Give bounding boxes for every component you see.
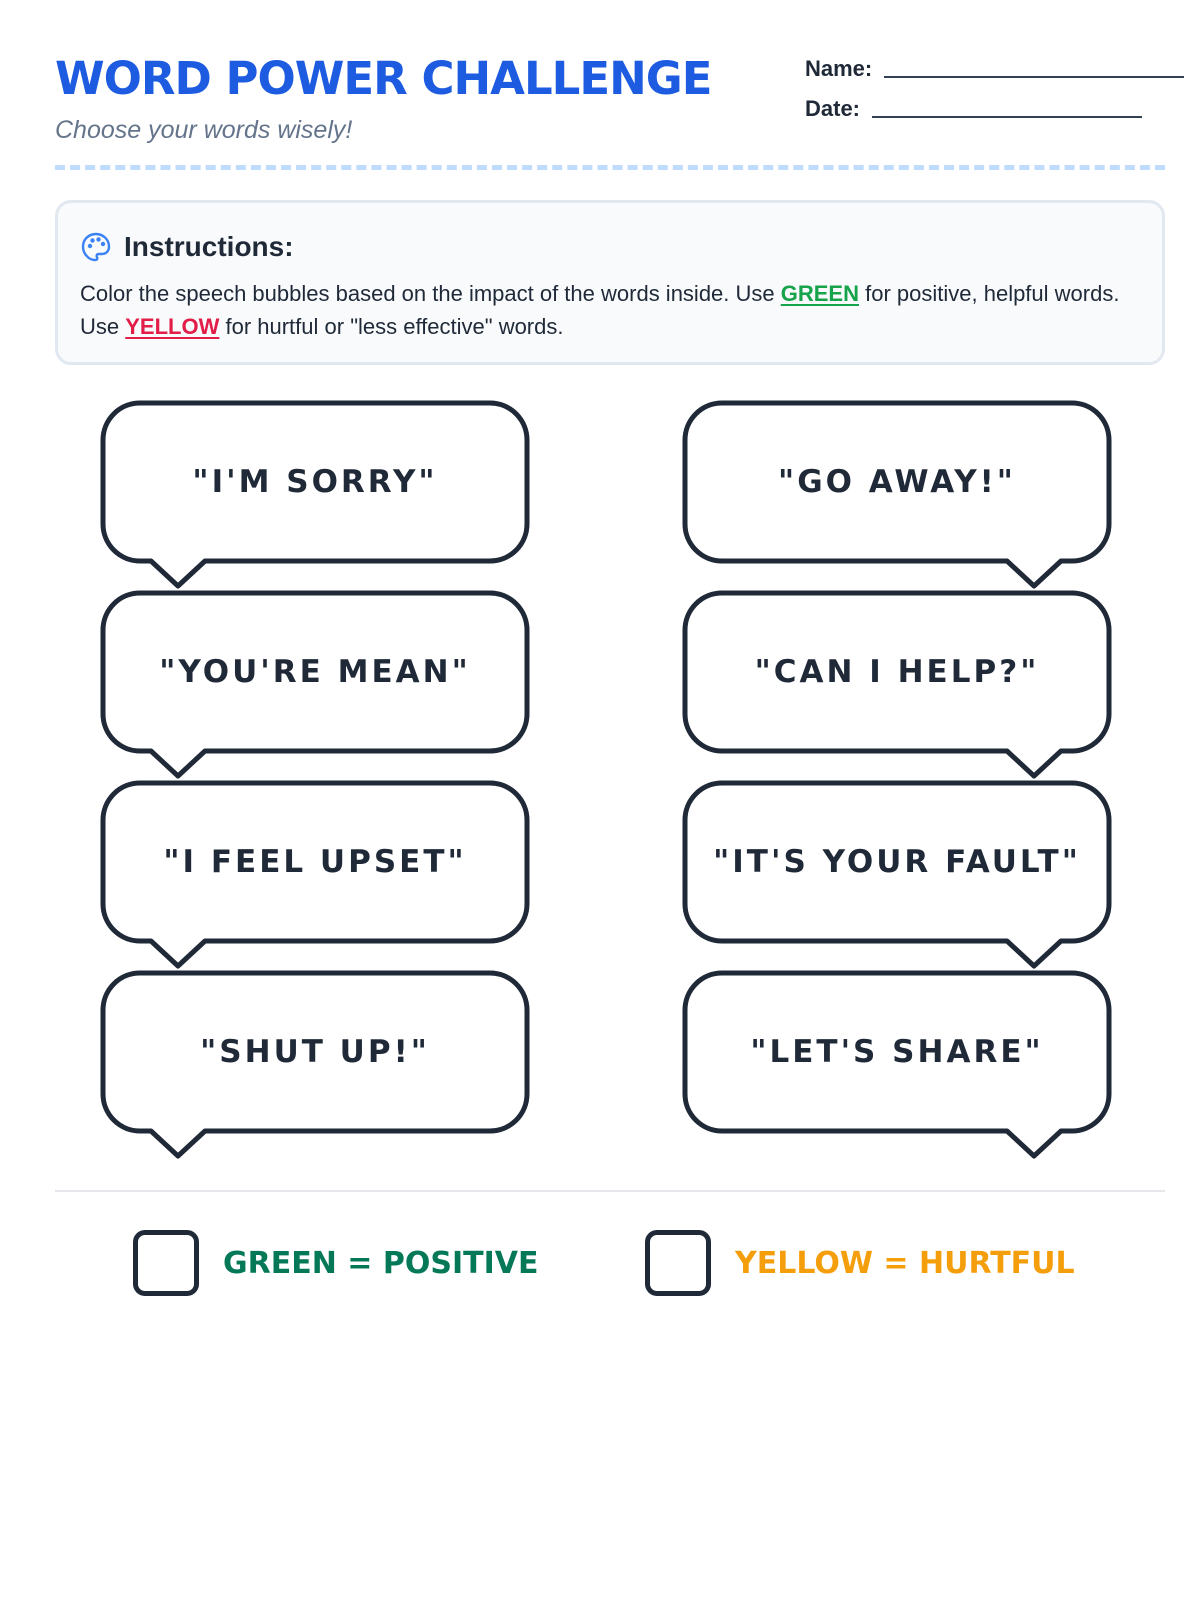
instructions-panel xyxy=(55,200,1165,365)
speech-bubble[interactable] xyxy=(100,400,530,595)
legend-yellow-label: YELLOW = HURTFUL xyxy=(735,1245,1075,1281)
dashed-divider xyxy=(55,165,1165,170)
legend-green xyxy=(133,1230,538,1296)
legend-yellow xyxy=(645,1230,1075,1296)
instructions-text-part3: for hurtful or "less effective" words. xyxy=(219,314,564,339)
name-line[interactable] xyxy=(884,76,1184,78)
speech-bubble[interactable] xyxy=(682,400,1112,595)
yellow-keyword: YELLOW xyxy=(125,314,220,339)
instructions-text xyxy=(80,277,1150,343)
speech-bubble[interactable] xyxy=(682,780,1112,975)
green-keyword: GREEN xyxy=(780,281,859,306)
bubble-text: "LET'S SHARE" xyxy=(750,1034,1044,1070)
speech-bubble[interactable] xyxy=(682,970,1112,1165)
speech-bubble[interactable] xyxy=(682,590,1112,785)
instructions-text-part1: Color the speech bubbles based on the impact of the words inside. Use xyxy=(80,281,781,306)
instructions-title: Instructions: xyxy=(124,231,294,262)
speech-bubble[interactable] xyxy=(100,970,530,1165)
speech-bubble[interactable] xyxy=(100,780,530,975)
legend-divider xyxy=(55,1190,1165,1192)
date-field[interactable] xyxy=(805,96,1142,122)
instructions-text-part2: for positive, helpful words. Use xyxy=(80,281,1120,339)
bubble-text: "GO AWAY!" xyxy=(778,464,1016,500)
bubble-text: "SHUT UP!" xyxy=(200,1034,430,1070)
legend-green-label: GREEN = POSITIVE xyxy=(223,1245,539,1281)
worksheet-header xyxy=(55,52,1165,172)
page-title: WORD POWER CHALLENGE xyxy=(55,52,712,105)
bubble-text: "I'M SORRY" xyxy=(192,464,438,500)
bubble-text: "I FEEL UPSET" xyxy=(163,844,467,880)
name-label: Name: xyxy=(805,56,873,81)
green-checkbox[interactable] xyxy=(133,1230,199,1296)
palette-icon xyxy=(80,231,112,263)
date-line[interactable] xyxy=(872,116,1142,118)
bubble-text: "YOU'RE MEAN" xyxy=(159,654,471,690)
date-label: Date: xyxy=(805,96,861,121)
instructions-heading xyxy=(80,231,294,263)
name-field[interactable] xyxy=(805,56,1184,82)
page-subtitle: Choose your words wisely! xyxy=(55,116,353,144)
yellow-checkbox[interactable] xyxy=(645,1230,711,1296)
bubble-text: "CAN I HELP?" xyxy=(754,654,1040,690)
speech-bubble[interactable] xyxy=(100,590,530,785)
bubble-text: "IT'S YOUR FAULT" xyxy=(713,844,1081,880)
